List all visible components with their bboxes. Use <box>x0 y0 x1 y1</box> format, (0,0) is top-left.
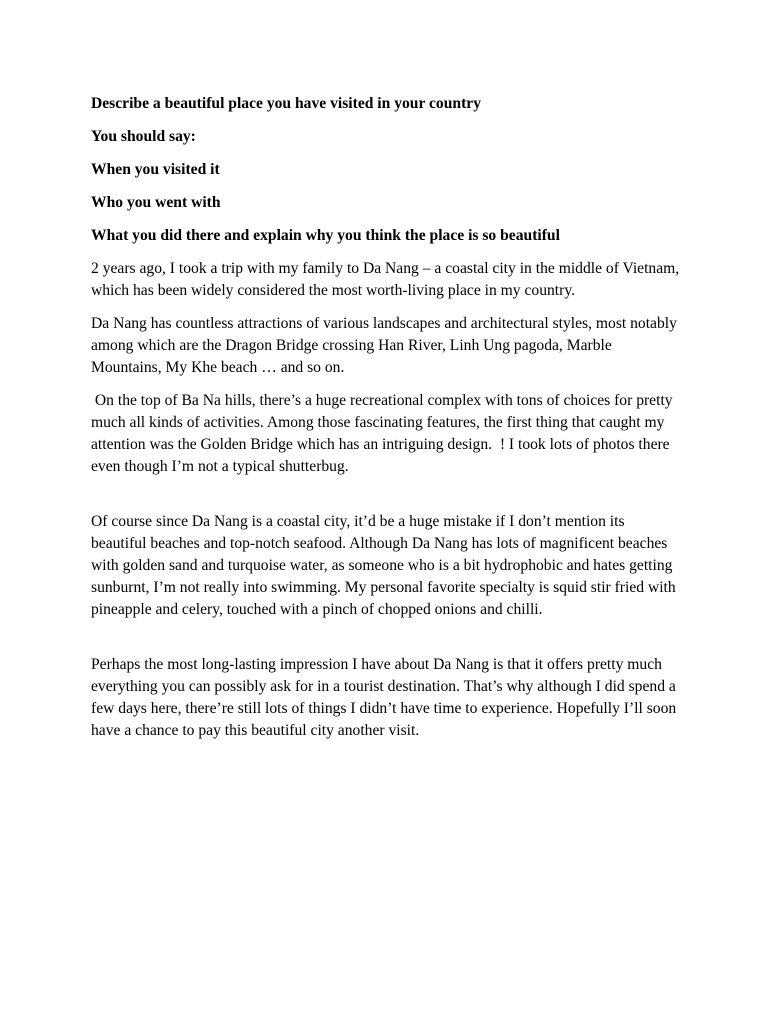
paragraph-ba-na-hills: On the top of Ba Na hills, there’s a huge recreational complex with tons of choices for pretty much all kinds of activities. Among those fascinating features, the first thing that caught my attention was the Golden Bridge which has an intriguing design. ! I took lots of photos there even though I’m not a typical shutterbug. <box>91 392 677 475</box>
paragraph-intro: 2 years ago, I took a trip with my family to Da Nang – a coastal city in the middle of Vietnam, which has been widely considered the most worth-living place in my country. <box>91 260 680 299</box>
prompt-point-who: Who you went with <box>91 194 221 211</box>
paragraph-conclusion: Perhaps the most long-lasting impression I have about Da Nang is that it offers pretty much everything you can possibly ask for in a tourist destination. That’s why although I did spend a few days here, there’re still lots of things I didn’t have time to experience. Hopefully I’ll soon have a chance to pay this beautiful city another visit. <box>91 656 677 739</box>
prompt-point-what: What you did there and explain why you think the place is so beautiful <box>91 227 560 244</box>
prompt-title: Describe a beautiful place you have visited in your country <box>91 95 481 112</box>
prompt-point-when: When you visited it <box>91 161 220 178</box>
paragraph-attractions: Da Nang has countless attractions of various landscapes and architectural styles, most notably among which are the Dragon Bridge crossing Han River, Linh Ung pagoda, Marble Mountains, My Khe beach … and so on. <box>91 315 677 376</box>
paragraph-beaches-seafood: Of course since Da Nang is a coastal city, it’d be a huge mistake if I don’t mention its beautiful beaches and top-notch seafood. Although Da Nang has lots of magnificent beaches with golden sand and turquoise water, as someone who is a bit hydrophobic and hates getting sunburnt, I’m not really into swimming. My personal favorite specialty is squid stir fried with pineapple and celery, touched with a pinch of chopped onions and chilli. <box>91 513 676 618</box>
document-body <box>91 93 683 753</box>
prompt-should-say: You should say: <box>91 128 196 145</box>
